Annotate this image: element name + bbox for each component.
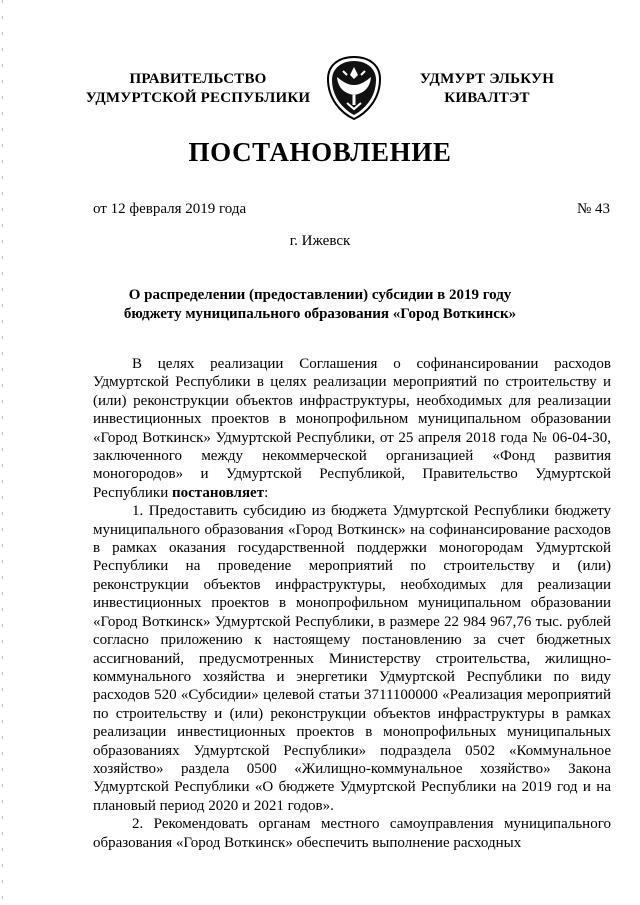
document-body xyxy=(93,355,611,852)
header-left-line1: ПРАВИТЕЛЬСТВО xyxy=(129,71,267,87)
header-left-line2: УДМУРТСКОЙ РЕСПУБЛИКИ xyxy=(85,90,311,106)
header-right-line1: УДМУРТ ЭЛЬКУН xyxy=(419,71,555,87)
paragraph-item-1: 1. Предоставить субсидию из бюджета Удмуртской Республики бюджету муниципального образования «Город Воткинск» на софинансирование расходов в рамках оказания государственной поддержки моногородам Удмуртской Республики на проведение мероприятий по строительству и (или) реконструкции объектов инфраструктуры, необходимых для реализации инвестиционных проектов в монопрофильном муниципальном образовании «Город Воткинск» Удмуртской Республики, в размере 22 984 967,76 тыс. рублей согласно приложению к настоящему постановлению за счет бюджетных ассигнований, предусмотренных Министерству строительства, жилищно-коммунального хозяйства и энергетики Удмуртской Республики по виду расходов 520 «Субсидии» целевой статьи 3711100000 «Реализация мероприятий по строительству и (или) реконструкции объектов инфраструктуры в рамках реализации инвестиционных проектов в монопрофильных муниципальных образованиях Удмуртской Республики» подраздела 0502 «Коммунальное хозяйство» раздела 0500 «Жилищно-коммунальное хозяйство» Закона Удмуртской Республики «О бюджете Удмуртской Республики на 2019 год и на плановый период 2020 и 2021 годов». xyxy=(93,503,611,814)
document-number: № 43 xyxy=(576,201,610,217)
document-date: от 12 февраля 2019 года xyxy=(93,201,247,217)
header-right-line2: КИВАЛТЭТ xyxy=(444,90,530,106)
preamble-text: В целях реализации Соглашения о софинансировании расходов Удмуртской Республики в целях реализации мероприятий по строительству и (или) реконструкции объектов инфраструктуры, необходимых для реализации инвестиционных проектов в монопрофильном муниципальном образовании «Город Воткинск» Удмуртской Республики, от 25 апреля 2018 года № 06-04-30, заключенного между некоммерческой организацией «Фонд развития моногородов» и Удмуртской Республикой, Правительство Удмуртской Республики xyxy=(93,356,611,501)
document-title: ПОСТАНОВЛЕНИЕ xyxy=(188,137,452,167)
document-subject xyxy=(70,286,570,324)
preamble-colon: : xyxy=(264,484,269,501)
udmurt-coat-of-arms-icon xyxy=(325,55,383,121)
paragraph-item-2: 2. Рекомендовать органам местного самоуправления муниципального образования «Город Воткинск» обеспечить выполнение расходных xyxy=(93,816,611,851)
preamble-resolves: постановляет xyxy=(172,484,265,501)
paragraph-preamble xyxy=(93,355,611,502)
subject-line1: О распределении (предоставлении) субсидии в 2019 году xyxy=(128,287,512,303)
subject-line2: бюджету муниципального образования «Город Воткинск» xyxy=(123,306,517,322)
government-name-udmurt xyxy=(412,70,562,108)
scan-edge-artifact xyxy=(2,0,3,905)
document-city: г. Ижевск xyxy=(289,233,351,249)
government-name-russian xyxy=(78,70,318,108)
